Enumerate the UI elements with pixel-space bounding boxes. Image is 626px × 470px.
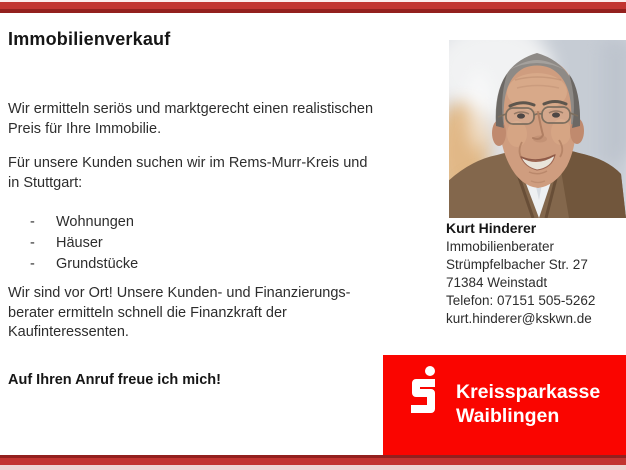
bottom-border: [0, 455, 626, 470]
text-line: Kaufinteressenten.: [8, 324, 129, 340]
brand-logo-box: [383, 355, 626, 455]
text-line: Wir sind vor Ort! Unsere Kunden- und Finanzierungs-: [8, 285, 351, 301]
contact-city: 71384 Weinstadt: [446, 275, 548, 290]
contact-phone: Telefon: 07151 505-5262: [446, 293, 596, 308]
onsite-paragraph: [8, 284, 351, 343]
contact-name: Kurt Hinderer: [446, 220, 537, 236]
text-line: in Stuttgart:: [8, 174, 83, 191]
intro-paragraph: [8, 99, 373, 139]
top-border: [0, 0, 626, 13]
contact-block: [446, 219, 595, 328]
list-item-label: Wohnungen: [56, 214, 134, 230]
list-item-label: Häuser: [56, 235, 103, 251]
text-line: Für unsere Kunden suchen wir im Rems-Murr-Kreis und: [8, 155, 368, 171]
brand-name-line2: Waiblingen: [456, 404, 560, 427]
brand-name-line1: Kreissparkasse: [456, 381, 601, 403]
closing-statement: Auf Ihren Anruf freue ich mich!: [8, 372, 221, 388]
text-line: Wir ermitteln seriös und marktgerecht einen realistischen: [8, 101, 374, 117]
text-line: Preis für Ihre Immobilie.: [8, 121, 162, 137]
brand-name: [456, 381, 600, 428]
agent-photo: [449, 40, 626, 218]
contact-role: Immobilienberater: [446, 239, 555, 254]
agent-portrait-illustration: [449, 40, 626, 218]
page-title: Immobilienverkauf: [8, 29, 171, 49]
contact-street: Strümpfelbacher Str. 27: [446, 257, 588, 272]
list-bullet: -: [30, 235, 35, 251]
property-type-list: [8, 212, 138, 275]
text-line: berater ermitteln schnell die Finanzkraft der: [8, 304, 287, 321]
list-bullet: -: [30, 256, 35, 272]
list-item-label: Grundstücke: [56, 256, 139, 272]
search-paragraph: [8, 154, 367, 193]
sparkasse-s-icon: [407, 365, 439, 417]
contact-email: kurt.hinderer@kskwn.de: [446, 311, 592, 326]
list-bullet: -: [30, 214, 35, 230]
list-item: [8, 212, 138, 233]
list-item: [8, 233, 138, 254]
list-item: [8, 254, 138, 275]
